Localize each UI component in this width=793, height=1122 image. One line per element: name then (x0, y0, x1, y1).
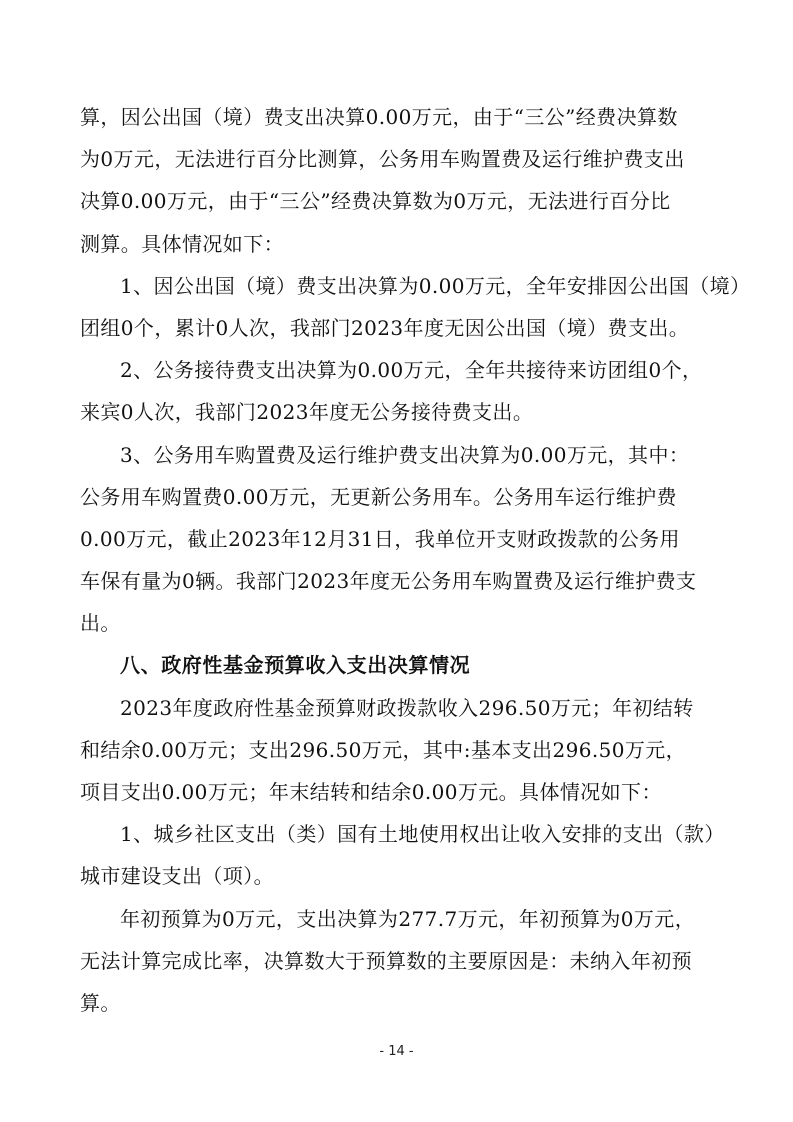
paragraph-line: 来宾0人次，我部门2023年度无公务接待费支出。 (80, 400, 534, 425)
paragraph-line: 无法计算完成比率，决算数大于预算数的主要原因是：未纳入年初预 (80, 948, 692, 973)
paragraph-line: 公务用车购置费0.00万元，无更新公务用车。公务用车运行维护费 (80, 484, 677, 509)
paragraph-line: 和结余0.00万元；支出296.50万元，其中:基本支出296.50万元， (80, 737, 687, 762)
paragraph-line: 0.00万元，截止2023年12月31日，我单位开支财政拨款的公务用 (80, 526, 680, 551)
paragraph-line: 决算0.00万元，由于“三公”经费决算数为0万元，无法进行百分比 (80, 189, 671, 214)
paragraph-line: 2、公务接待费支出决算为0.00万元，全年共接待来访团组0个， (120, 358, 703, 383)
paragraph-line: 年初预算为0万元，支出决算为277.7万元，年初预算为0万元， (120, 906, 696, 931)
paragraph-line: 车保有量为0辆。我部门2023年度无公务用车购置费及运行维护费支 (80, 569, 697, 594)
paragraph-line: 团组0个，累计0人次，我部门2023年度无因公出国（境）费支出。 (80, 315, 690, 340)
paragraph-line: 3、公务用车购置费及运行维护费支出决算为0.00万元，其中： (120, 442, 690, 467)
paragraph-line: 测算。具体情况如下： (80, 231, 284, 256)
paragraph-line: 1、因公出国（境）费支出决算为0.00万元，全年安排因公出国（境） (120, 273, 751, 298)
paragraph-line: 项目支出0.00万元；年末结转和结余0.00万元。具体情况如下： (80, 780, 662, 804)
paragraph-line: 1、城乡社区支出（类）国有土地使用权出让收入安排的支出（款） (120, 822, 725, 847)
document-body (80, 96, 751, 1024)
paragraph-line: 出。 (80, 611, 121, 636)
section-heading: 八、政府性基金预算收入支出决算情况 (120, 653, 471, 678)
paragraph-line: 2023年度政府性基金预算财政拨款收入296.50万元；年初结转 (120, 695, 694, 720)
page-number: - 14 - (379, 1044, 414, 1059)
paragraph-line: 为0万元，无法进行百分比测算，公务用车购置费及运行维护费支出 (80, 147, 685, 172)
paragraph-line: 算，因公出国（境）费支出决算0.00万元，由于“三公”经费决算数 (80, 105, 678, 129)
paragraph-line: 城市建设支出（项）。 (80, 864, 274, 889)
paragraph-line: 算。 (80, 990, 121, 1015)
